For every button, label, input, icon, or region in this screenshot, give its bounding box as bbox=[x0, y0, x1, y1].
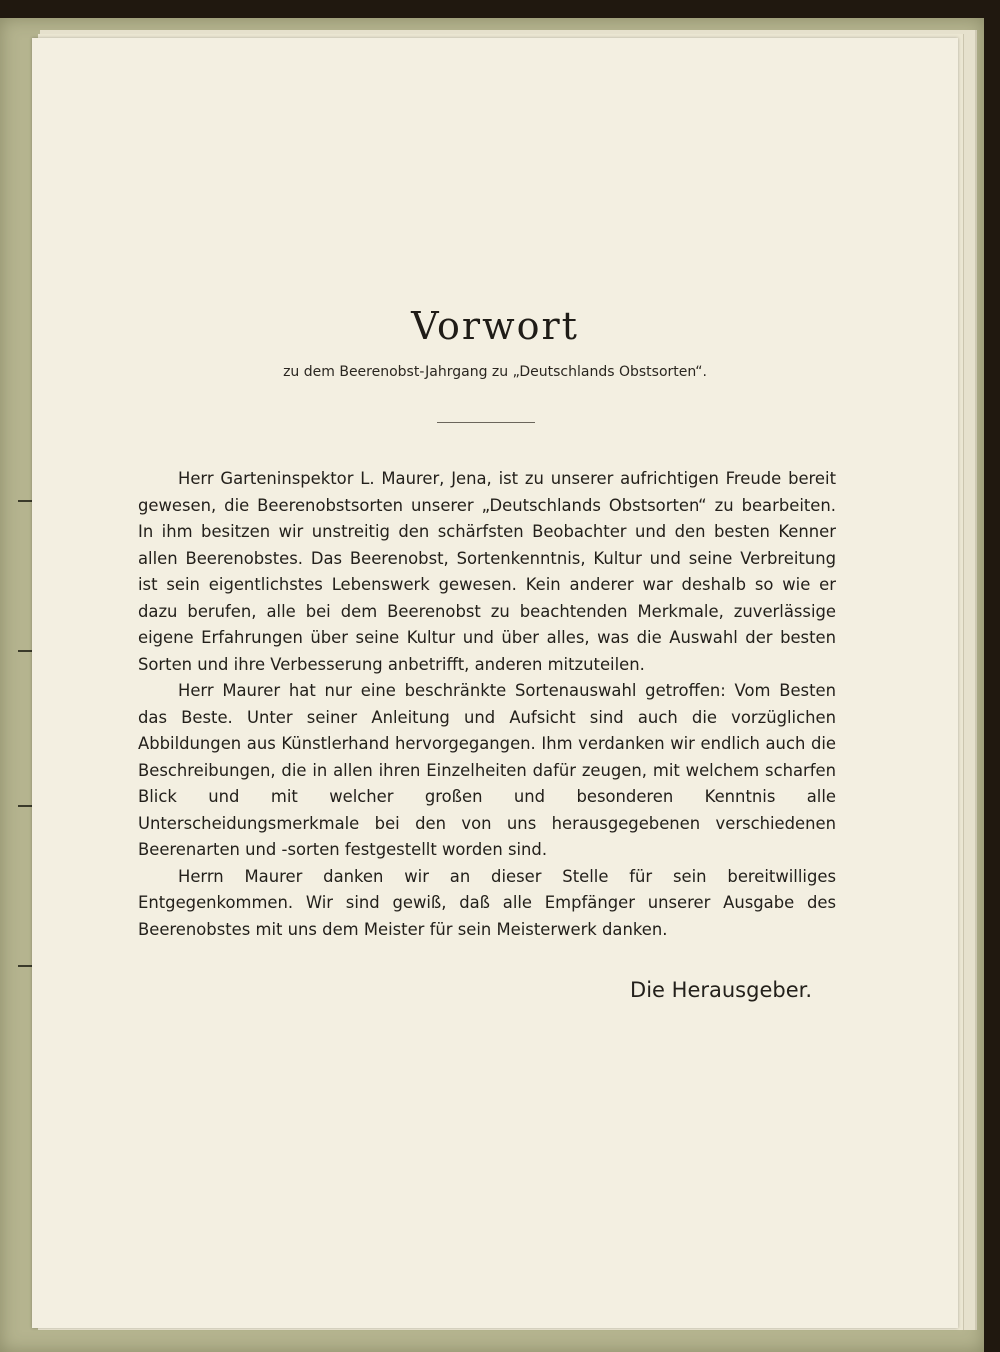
document-page bbox=[32, 38, 958, 1328]
page-title: Vorwort bbox=[411, 304, 579, 348]
binding-mark bbox=[18, 805, 32, 807]
signature: Die Herausgeber. bbox=[630, 978, 812, 1002]
paragraph-1: Herr Garteninspektor L. Maurer, Jena, ist zu unserer aufrichtigen Freude bereit gewesen, die Beerenobstsorten unserer „Deutschlands Obstsorten“ zu bearbeiten. In ihm besitzen wir unstreitig den schärfsten Beobachter und den besten Kenner allen Beerenobstes. Das Beerenobst, Sortenkenntnis, Kultur und seine Verbreitung ist sein eigentlichstes Lebenswerk gewesen. Kein anderer war deshalb so wie er dazu berufen, alle bei dem Beerenobst zu beachtenden Merkmale, zuverlässige eigene Erfahrungen über seine Kultur und über alles, was die Auswahl der besten Sorten und ihre Verbesserung anbetrifft, anderen mitzuteilen. bbox=[138, 469, 836, 674]
paragraph-2: Herr Maurer hat nur eine beschränkte Sortenauswahl getroffen: Vom Besten das Beste. Unter seiner Anleitung und Aufsicht sind auch die vorzüglichen Abbildungen aus Künstlerhand hervorgegangen. Ihm verdanken wir endlich auch die Beschreibungen, die in allen ihren Einzelheiten dafür zeugen, mit welchem scharfen Blick und mit welcher großen und besonderen Kenntnis alle Unterscheidungsmerkmale bei den von uns herausgegebenen verschiedenen Beerenarten und -sorten festgestellt worden sind. bbox=[138, 681, 836, 859]
binding-mark bbox=[18, 650, 32, 652]
body-text bbox=[138, 466, 836, 943]
binding-mark bbox=[18, 500, 32, 502]
page-subtitle: zu dem Beerenobst-Jahrgang zu „Deutschlands Obstsorten“. bbox=[283, 364, 707, 380]
title-divider bbox=[437, 422, 535, 423]
paragraph-3: Herrn Maurer danken wir an dieser Stelle für sein bereitwilliges Entgegenkommen. Wir sind gewiß, daß alle Empfänger unserer Ausgabe des Beerenobstes mit uns dem Meister für sein Meisterwerk danken. bbox=[138, 866, 836, 939]
binding-mark bbox=[18, 965, 32, 967]
